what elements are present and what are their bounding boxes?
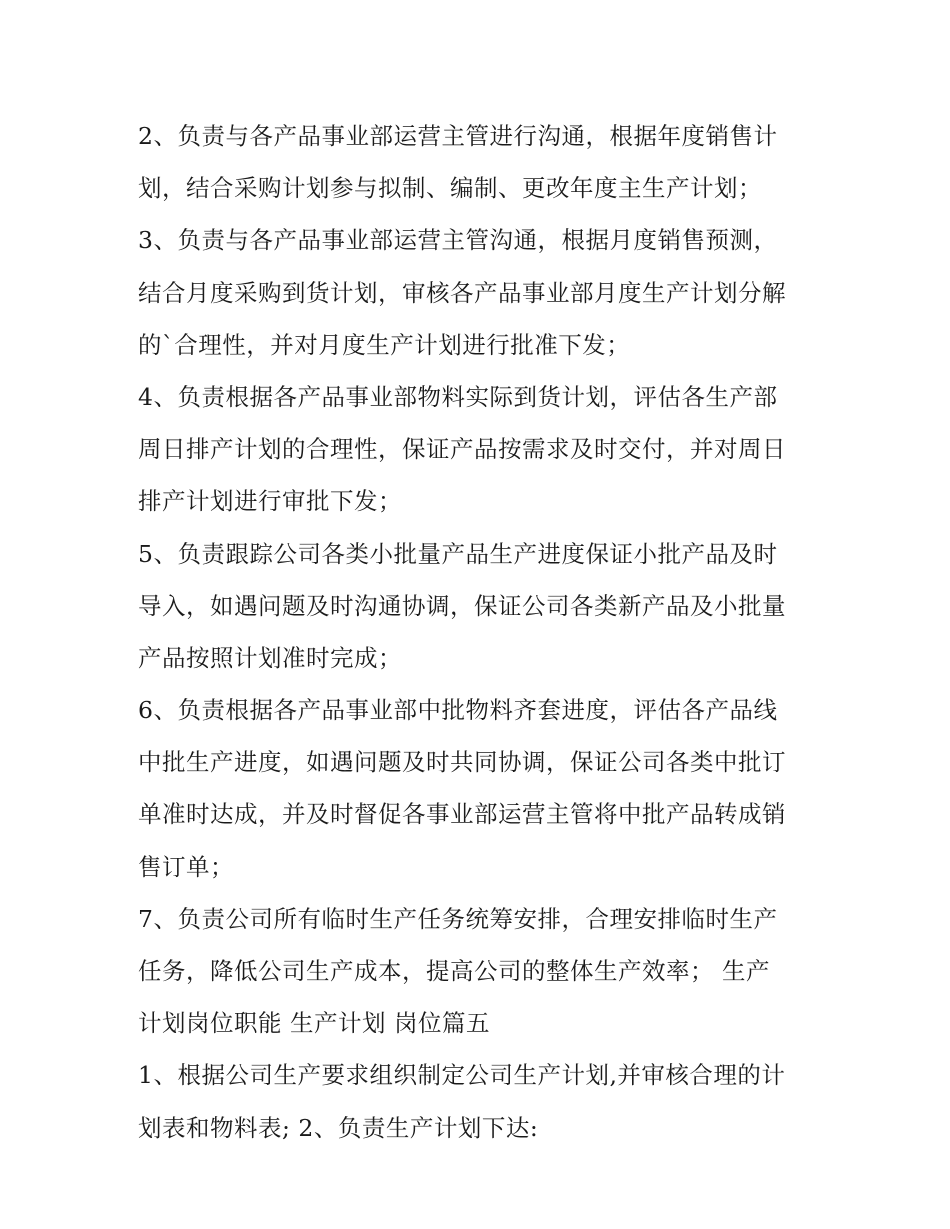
- text-line: 计划岗位职能 生产计划 岗位篇五: [138, 1009, 490, 1038]
- text-line: 产品按照计划准时完成；: [138, 643, 402, 672]
- document-body: [138, 110, 818, 1154]
- text-line: 中批生产进度，如遇问题及时共同协调，保证公司各类中批订: [138, 748, 786, 777]
- text-line: 划，结合采购计划参与拟制、编制、更改年度主生产计划；: [138, 174, 762, 203]
- text-line: 售订单；: [138, 852, 234, 881]
- text-line: 5、负责跟踪公司各类小批量产品生产进度保证小批产品及时: [138, 539, 778, 568]
- text-line: 1、根据公司生产要求组织制定公司生产计划,并审核合理的计: [138, 1061, 786, 1090]
- text-line: 单准时达成，并及时督促各事业部运营主管将中批产品转成销: [138, 800, 786, 829]
- text-line: 排产计划进行审批下发；: [138, 487, 402, 516]
- text-line: 的`合理性，并对月度生产计划进行批准下发；: [138, 330, 631, 359]
- text-line: 2、负责与各产品事业部运营主管进行沟通，根据年度销售计: [138, 122, 778, 150]
- text-line: 6、负责根据各产品事业部中批物料齐套进度，评估各产品线: [138, 696, 778, 725]
- text-line: 3、负责与各产品事业部运营主管沟通，根据月度销售预测，: [138, 226, 778, 255]
- text-line: 结合月度采购到货计划，审核各产品事业部月度生产计划分解: [138, 278, 786, 307]
- text-line: 任务，降低公司生产成本，提高公司的整体生产效率； 生产: [138, 957, 770, 985]
- text-line: 导入，如遇问题及时沟通协调，保证公司各类新产品及小批量: [138, 591, 786, 620]
- text-line: 4、负责根据各产品事业部物料实际到货计划，评估各生产部: [138, 382, 778, 411]
- text-line: 周日排产计划的合理性，保证产品按需求及时交付，并对周日: [138, 435, 786, 464]
- text-line: 7、负责公司所有临时生产任务统筹安排，合理安排临时生产: [138, 904, 778, 933]
- text-line: 划表和物料表; 2、负责生产计划下达:: [138, 1113, 539, 1142]
